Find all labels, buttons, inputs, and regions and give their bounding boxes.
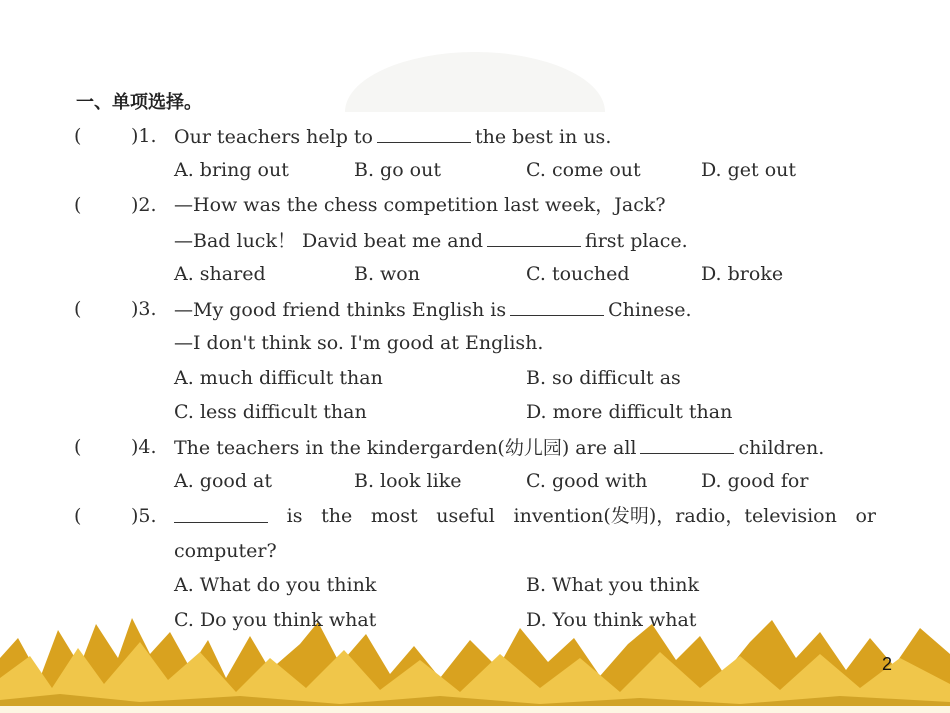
option-c: C. come out [526, 159, 641, 181]
answer-paren: ( [74, 194, 82, 216]
option-c: C. Do you think what [174, 609, 377, 631]
question-text: —I don't think so. I'm good at English. [174, 332, 544, 354]
question-text: —My good friend thinks English is Chinese. [174, 299, 692, 321]
option-a: A. What do you think [174, 574, 377, 596]
option-b: B. won [354, 263, 420, 285]
option-a: A. much difficult than [174, 367, 383, 389]
option-c: C. less difficult than [174, 401, 367, 423]
answer-paren: ( [74, 125, 82, 147]
question-number: )4. [131, 436, 157, 458]
option-d: D. good for [701, 470, 809, 492]
answer-blank [377, 124, 471, 143]
answer-blank [640, 435, 734, 454]
question-number: )3. [131, 298, 157, 320]
answer-paren: ( [74, 298, 82, 320]
option-d: D. get out [701, 159, 797, 181]
option-c: C. touched [526, 263, 630, 285]
option-b: B. look like [354, 470, 462, 492]
option-b: B. so difficult as [526, 367, 681, 389]
question-text: The teachers in the kindergarden(幼儿园) are all children. [174, 437, 825, 459]
question-number: )5. [131, 505, 157, 527]
answer-paren: ( [74, 505, 82, 527]
option-a: A. good at [174, 470, 273, 492]
option-b: B. What you think [526, 574, 699, 596]
question-text: —How was the chess competition last week，Jack? [174, 194, 666, 216]
option-d: D. more difficult than [526, 401, 733, 423]
answer-blank [487, 228, 581, 247]
question-number: )1. [131, 125, 157, 147]
question-text: computer? [174, 540, 277, 562]
option-a: A. bring out [174, 159, 289, 181]
answer-paren: ( [74, 436, 82, 458]
option-a: A. shared [174, 263, 266, 285]
answer-blank [174, 504, 268, 523]
option-d: D. broke [701, 263, 784, 285]
question-text: is the most useful invention(发明)，radio，television or [174, 504, 876, 528]
option-d: D. You think what [526, 609, 697, 631]
page-number: 2 [881, 654, 892, 674]
question-text: Our teachers help to the best in us. [174, 126, 612, 148]
question-number: )2. [131, 194, 157, 216]
section-title: 一、单项选择。 [76, 92, 202, 113]
question-text: —Bad luck！ David beat me and first place. [174, 230, 688, 252]
answer-blank [510, 297, 604, 316]
option-c: C. good with [526, 470, 648, 492]
option-b: B. go out [354, 159, 441, 181]
